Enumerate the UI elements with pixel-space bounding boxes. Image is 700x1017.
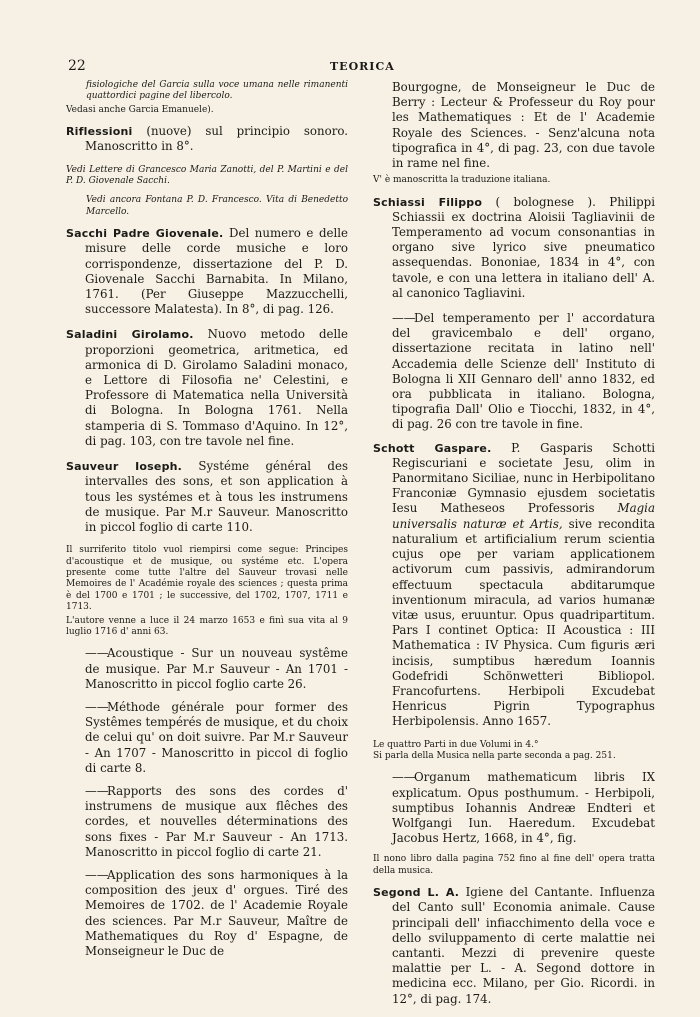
entry-application: ——Application des sons harmoniques à la composition des jeux d' orgues. Tiré des Memoires de 1702. de l' Academie Royale des sciences. Par M.r Sauveur, Maître de Mathematiques du Roy d' Espagne, de Monseigneur le Duc de [85, 868, 348, 959]
entry-heading: Saladini Girolamo. [66, 328, 194, 342]
entry-text: (nuove) sul principio sonoro. Manoscritto in 8°. [85, 124, 348, 154]
running-title: TEORICA [330, 60, 395, 73]
entry-methode: ——Méthode générale pour former des Systêmes tempérés de musique, et du choix de celui qu' on doit suivre. Par M.r Sauveur - An 1707 - Manoscritto in piccol di foglio di carte 8. [85, 699, 348, 775]
garcia-continuation: fisiologiche del Garcia sulla voce umana nelle rimanenti quattordici pagine del libercolo. [86, 80, 348, 102]
entry-heading: Segond L. A. [373, 886, 460, 900]
entry-title-italic: Magia universalis naturæ et Artis, [392, 501, 655, 531]
entry-schott [373, 441, 655, 730]
riflessioni-note-2: Vedi ancora Fontana P. D. Francesco. Vita di Benedetto Marcello. [86, 195, 348, 217]
entry-riflessioni [66, 124, 348, 154]
entry-heading: Sacchi Padre Giovenale. [66, 227, 224, 241]
entry-acoustique: ——Acoustique - Sur un nouveau systême de musique. Par M.r Sauveur - An 1701 - Manoscritto in piccol foglio carte 26. [85, 646, 348, 691]
entry-text: Del temperamento per l' accordatura del gravicembalo e dell' organo, dissertazione recitata in latino nell' Accademia delle Scienze dell' Instituto di Bologna li XII Gennaro dell' anno 1832, ed ora pubblicata in italiano. Bologna, tipografia Dall' Olio e Tiocchi, 1832, in 4°, di pag. 26 con tre tavole in fine. [392, 311, 655, 432]
entry-organum: ——Organum mathematicum libris IX explicatum. Opus posthumum. - Herbipoli, sumptibus Iohannis Andreæ Endteri et Wolfgangi Iun. Haeredum. Excudebat Jacobus Hertz, 1668, in 4°, fig. [392, 770, 655, 846]
entry-text: Del numero e delle misure delle corde musiche e loro corrispondenze, dissertazione del P. D. Giovenale Sacchi Barnabita. In Milano, 1761. (Per Giuseppe Mazzucchelli, successore Malatesta). In 8°, di pag. 126. [85, 226, 348, 317]
schott-note-1: Le quattro Parti in due Volumi in 4.° [373, 739, 539, 750]
riflessioni-note-1: Vedi Lettere di Grancesco Maria Zanotti, del P. Martini e del P. D. Giovenale Sacchi. [66, 164, 348, 187]
schott-note-2: Si parla della Musica nella parte seconda a pag. 251. [373, 750, 616, 761]
entry-text: sive recondita naturalium et artificialium rerum scientia cujus ope per variam applicationem activorum cum passivis, admirandorum effectuum spectacula abditarumque inventionum miracula, ad varios humanæ vitæ usus, eruuntur. Opus quadripartitum. Pars I continet Optica: II Acoustica : III Mathematica : IV Physica. Cum figuris æri incisis, sumptibus hæredum Ioannis Godefridi Schönwetteri Bibliopol. Francofurtens. Herbipoli Excudebat Henricus Pigrin Typographus Herbipolensis. Anno 1657. [392, 516, 656, 729]
application-note: V' è manoscritta la traduzione italiana. [373, 175, 551, 186]
application-continuation: Bourgogne, de Monseigneur le Duc de Berry : Lecteur & Professeur du Roy pour les Mathematiques : Et de l' Academie Royale des Sciences. - Senz'alcuna nota tipografica in 4°, di pag. 23, con due tavole in rame nel fine. [392, 80, 655, 171]
entry-sacchi [66, 226, 348, 317]
entry-heading: Riflessioni [66, 125, 133, 139]
entry-heading: Schiassi Filippo [373, 195, 483, 209]
entry-text: Igiene del Cantante. Influenza del Canto sull' Economia animale. Cause principali dell' infiacchimento della voce e dello sviluppamento di certe malattie nei cantanti. Mezzi di prevenire queste malattie per L. - A. Segond dottore in medicina ecc. Milano, per Gio. Ricordi. in 12°, di pag. 174. [392, 885, 655, 1006]
entry-segond [373, 885, 655, 1007]
entry-saladini [66, 327, 348, 449]
entry-schiassi [373, 195, 655, 301]
entry-text: Systéme général des intervalles des sons, et son application à tous les systémes et à tous les instrumens de musique. Par M.r Sauveur. Manoscritto in piccol foglio di carte 110. [85, 459, 348, 534]
right-column [373, 80, 655, 1017]
entry-rapports: ——Rapports des sons des cordes d' instrumens de musique aux flêches des cordes, et nouvelles déterminations des sons fixes - Par M.r Sauveur - An 1713. Manoscritto in piccol foglio di carte 21. [85, 783, 348, 859]
entry-text: Acoustique - Sur un nouveau systême de musique. Par M.r Sauveur - An 1701 - Manoscritto in piccol foglio carte 26. [85, 646, 348, 691]
entry-text: Méthode générale pour former des Systêmes tempérés de musique, et du choix de celui qu' on doit suivre. Par M.r Sauveur - An 1707 - Manoscritto in piccol di foglio di carte 8. [85, 699, 348, 775]
garcia-see-also: Vedasi anche Garcia Emanuele). [66, 104, 214, 115]
entry-heading: Sauveur Ioseph. [66, 460, 183, 474]
entry-sauveur [66, 459, 348, 535]
entry-heading: Schott Gaspare. [373, 441, 492, 455]
entry-text: P. Gasparis Schotti Regiscuriani e societate Jesu, olim in Panormitano Siciliae, nunc in Herbipolitano Franconiæ Gymnasio ejusdem societatis Iesu Matheseos Professoris [392, 440, 655, 516]
sauveur-note-1: Il surriferito titolo vuol riempirsi come segue: Principes d'acoustique et de musique, ou systéme etc. L'opera presente come tutte l'altre del Sauveur trovasi nelle Memoires de l' Académie royale des sciences ; questa prima è del 1700 e 1701 ; le successive, del 1702, 1707, 1711 e 1713. [66, 545, 348, 613]
left-column [66, 80, 348, 967]
entry-temperamento: ——Del temperamento per l' accordatura del gravicembalo e dell' organo, dissertazione recitata in latino nell' Accademia delle Scienze dell' Instituto di Bologna li XII Gennaro dell' anno 1832, ed ora pubblicata in italiano. Bologna, tipografia Dall' Olio e Tiocchi, 1832, in 4°, di pag. 26 con tre tavole in fine. [392, 311, 655, 432]
entry-text: Organum mathematicum libris IX explicatum. Opus posthumum. - Herbipoli, sumptibus Iohannis Andreæ Endteri et Wolfgangi Iun. Haeredum. Excudebat Jacobus Hertz, 1668, in 4°, fig. [392, 770, 655, 846]
entry-text: Nuovo metodo delle proporzioni geometrica, aritmetica, ed armonica di D. Girolamo Saladini monaco, e Lettore di Filosofia ne' Celestini, e Professore di Matematica nella Università di Bologna. In Bologna 1761. Nella stamperia di S. Tommaso d'Aquino. In 12°, di pag. 103, con tre tavole nel fine. [85, 327, 349, 448]
page-number: 22 [68, 58, 86, 74]
entry-text: Rapports des sons des cordes d' instrumens de musique aux flêches des cordes, et nouvelles déterminations des sons fixes - Par M.r Sauveur - An 1713. Manoscritto in piccol foglio di carte 21. [85, 783, 348, 859]
entry-text: Application des sons harmoniques à la composition des jeux d' orgues. Tiré des Memoires de 1702. de l' Academie Royale des sciences. Par M.r Sauveur, Maître de Mathematiques du Roy d' Espagne, de Monseigneur le Duc de [85, 868, 348, 959]
entry-text: ( bolognese ). Philippi Schiassii ex doctrina Aloisii Tagliavinii de Temperamento ad vocum consonantias in organo sive lyrico sive pneumatico assequendas. Bononiae, 1834 in 4°, con tavole, e con una lettera in italiano dell' A. al canonico Tagliavini. [392, 194, 655, 300]
page-header [0, 58, 700, 78]
sauveur-note-2: L'autore venne a luce il 24 marzo 1653 e finì sua vita al 9 luglio 1716 d' anni 63. [66, 615, 348, 637]
organum-note: Il nono libro dalla pagina 752 fino al fine dell' opera tratta della musica. [373, 854, 655, 876]
